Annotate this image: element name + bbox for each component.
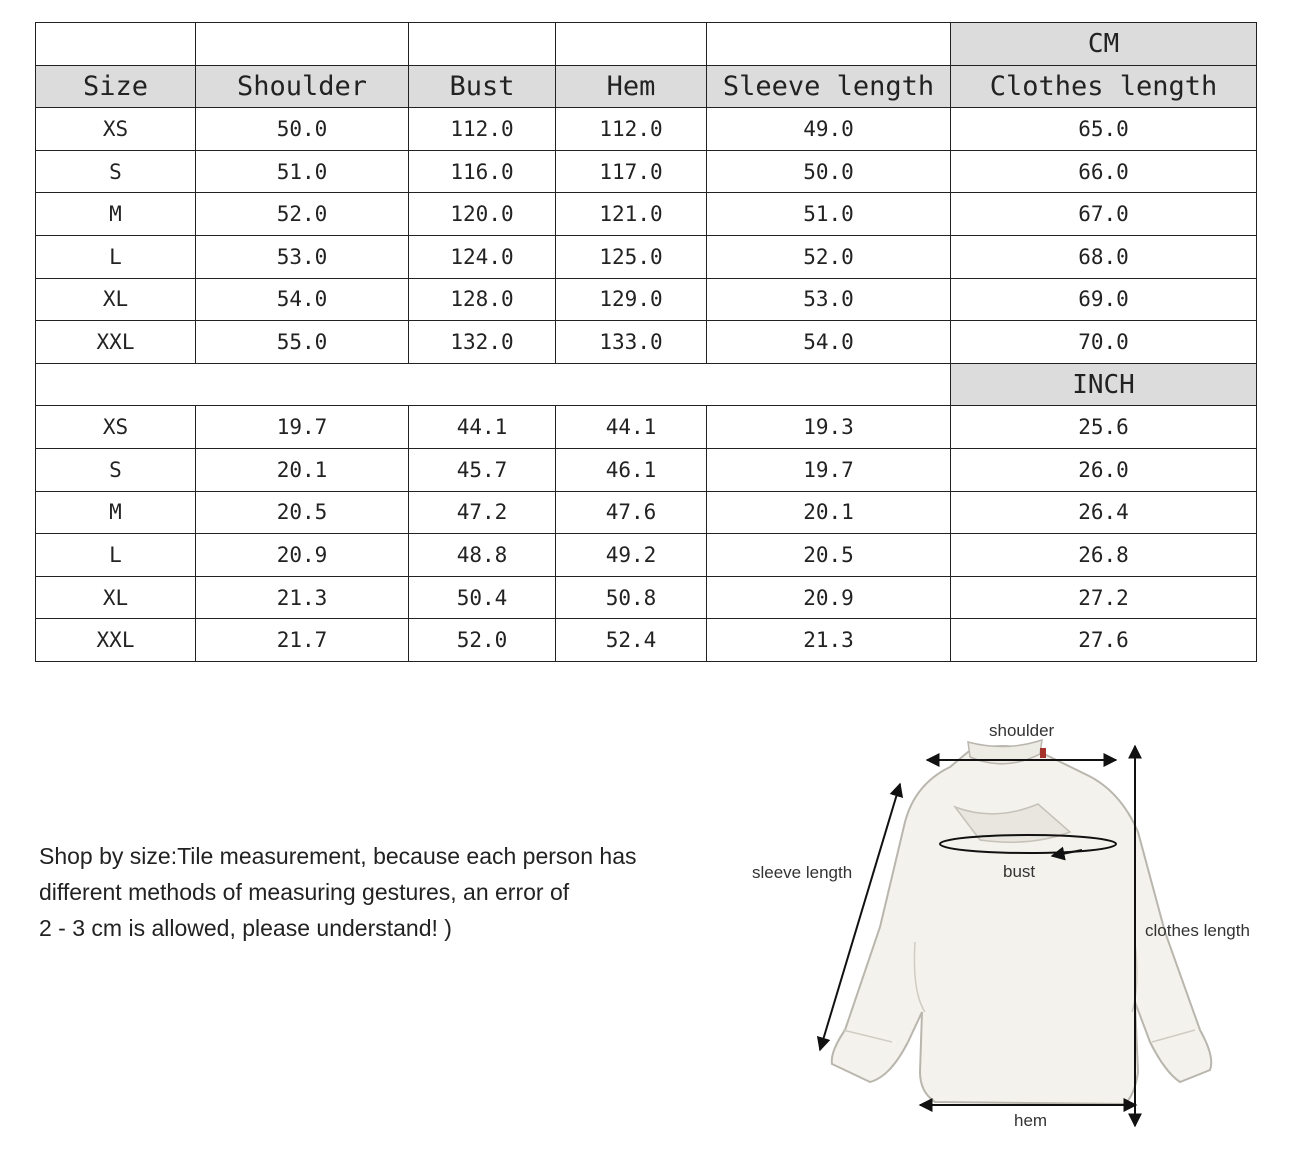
measurement-cell: 48.8	[409, 534, 556, 577]
note-line: 2 - 3 cm is allowed, please understand! )	[39, 915, 452, 941]
measurement-cell: 49.2	[556, 534, 707, 577]
inch-rows	[36, 406, 1257, 662]
measurement-cell: 65.0	[951, 108, 1257, 151]
measurement-cell: 26.0	[951, 448, 1257, 491]
size-cell: XL	[36, 576, 196, 619]
measurement-cell: 19.7	[196, 406, 409, 449]
measurement-cell: 47.6	[556, 491, 707, 534]
table-row	[36, 491, 1257, 534]
measurement-cell: 66.0	[951, 150, 1257, 193]
measurement-cell: 54.0	[196, 278, 409, 321]
note-line: different methods of measuring gestures, an error of	[39, 879, 570, 905]
measurement-cell: 129.0	[556, 278, 707, 321]
measurement-cell: 52.0	[409, 619, 556, 662]
inch-unit-label: INCH	[951, 363, 1257, 406]
measurement-cell: 46.1	[556, 448, 707, 491]
cm-rows	[36, 108, 1257, 364]
sleeve-length-label: sleeve length	[752, 863, 853, 882]
shoulder-label: shoulder	[989, 721, 1055, 740]
column-header-size: Size	[36, 65, 196, 108]
measurement-cell: 68.0	[951, 235, 1257, 278]
size-cell: S	[36, 448, 196, 491]
measurement-cell: 112.0	[556, 108, 707, 151]
size-cell: XXL	[36, 321, 196, 364]
column-header-bust: Bust	[409, 65, 556, 108]
column-header-shoulder: Shoulder	[196, 65, 409, 108]
measurement-cell: 70.0	[951, 321, 1257, 364]
table-row	[36, 193, 1257, 236]
table-row	[36, 576, 1257, 619]
size-cell: L	[36, 534, 196, 577]
size-chart-table	[35, 22, 1257, 662]
measurement-cell: 133.0	[556, 321, 707, 364]
measurement-cell: 27.6	[951, 619, 1257, 662]
measurement-cell: 51.0	[707, 193, 951, 236]
measurement-cell: 25.6	[951, 406, 1257, 449]
measurement-cell: 26.4	[951, 491, 1257, 534]
measurement-cell: 27.2	[951, 576, 1257, 619]
size-cell: M	[36, 491, 196, 534]
inch-unit-row	[36, 363, 1257, 406]
measurement-cell: 117.0	[556, 150, 707, 193]
measurement-cell: 20.1	[196, 448, 409, 491]
measurement-cell: 47.2	[409, 491, 556, 534]
measurement-cell: 20.5	[196, 491, 409, 534]
measurement-cell: 53.0	[196, 235, 409, 278]
measurement-cell: 52.0	[707, 235, 951, 278]
measurement-cell: 21.7	[196, 619, 409, 662]
measurement-cell: 44.1	[409, 406, 556, 449]
measurement-cell: 20.9	[196, 534, 409, 577]
measurement-cell: 112.0	[409, 108, 556, 151]
measurement-cell: 69.0	[951, 278, 1257, 321]
table-row	[36, 619, 1257, 662]
clothes-length-label: clothes length	[1145, 921, 1250, 940]
cm-unit-row	[36, 23, 1257, 66]
column-header-sleeve-length: Sleeve length	[707, 65, 951, 108]
bust-label: bust	[1003, 862, 1036, 881]
measurement-cell: 52.0	[196, 193, 409, 236]
header-row	[36, 65, 1257, 108]
size-cell: S	[36, 150, 196, 193]
column-header-hem: Hem	[556, 65, 707, 108]
measurement-cell: 53.0	[707, 278, 951, 321]
table-row	[36, 321, 1257, 364]
measurement-cell: 120.0	[409, 193, 556, 236]
measurement-cell: 20.1	[707, 491, 951, 534]
measurement-cell: 125.0	[556, 235, 707, 278]
measurement-cell: 21.3	[196, 576, 409, 619]
measurement-cell: 50.8	[556, 576, 707, 619]
measurement-cell: 20.5	[707, 534, 951, 577]
cm-unit-label: CM	[951, 23, 1257, 66]
size-cell: XXL	[36, 619, 196, 662]
table-row	[36, 278, 1257, 321]
column-header-clothes-length: Clothes length	[951, 65, 1257, 108]
size-cell: L	[36, 235, 196, 278]
measurement-cell: 52.4	[556, 619, 707, 662]
measurement-cell: 50.4	[409, 576, 556, 619]
measurement-cell: 54.0	[707, 321, 951, 364]
hem-label: hem	[1014, 1111, 1048, 1130]
table-row	[36, 150, 1257, 193]
measurement-diagram	[740, 712, 1280, 1152]
size-cell: XL	[36, 278, 196, 321]
size-cell: M	[36, 193, 196, 236]
measurement-cell: 132.0	[409, 321, 556, 364]
measurement-cell: 121.0	[556, 193, 707, 236]
table-row	[36, 406, 1257, 449]
measurement-cell: 19.7	[707, 448, 951, 491]
measurement-cell: 49.0	[707, 108, 951, 151]
table-row	[36, 534, 1257, 577]
measurement-cell: 20.9	[707, 576, 951, 619]
measurement-note	[39, 838, 719, 946]
measurement-cell: 51.0	[196, 150, 409, 193]
measurement-cell: 21.3	[707, 619, 951, 662]
measurement-cell: 67.0	[951, 193, 1257, 236]
measurement-cell: 50.0	[196, 108, 409, 151]
measurement-cell: 26.8	[951, 534, 1257, 577]
size-cell: XS	[36, 406, 196, 449]
measurement-cell: 128.0	[409, 278, 556, 321]
measurement-cell: 50.0	[707, 150, 951, 193]
measurement-cell: 55.0	[196, 321, 409, 364]
note-line: Shop by size:Tile measurement, because each person has	[39, 843, 637, 869]
measurement-cell: 45.7	[409, 448, 556, 491]
table-row	[36, 235, 1257, 278]
table-row	[36, 108, 1257, 151]
measurement-cell: 124.0	[409, 235, 556, 278]
measurement-cell: 19.3	[707, 406, 951, 449]
table-row	[36, 448, 1257, 491]
measurement-cell: 116.0	[409, 150, 556, 193]
measurement-cell: 44.1	[556, 406, 707, 449]
size-cell: XS	[36, 108, 196, 151]
